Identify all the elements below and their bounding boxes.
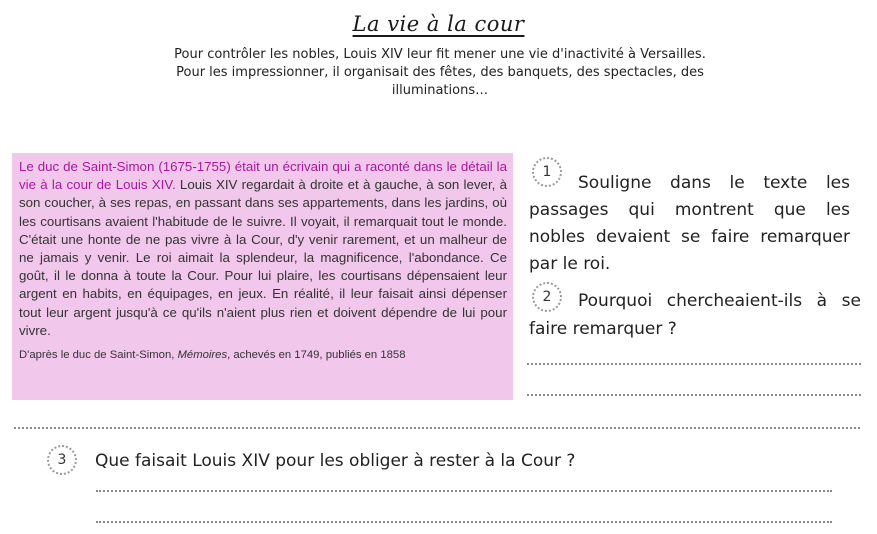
- source-suffix: , achevés en 1749, publiés en 1858: [227, 349, 406, 362]
- question-3-number-badge: 3: [47, 445, 77, 475]
- source-prefix: D'après le duc de Saint-Simon,: [19, 349, 178, 362]
- question-1-number-badge: 1: [532, 157, 562, 187]
- answer-line-q3-1[interactable]: [96, 490, 832, 492]
- question-2-number-badge: 2: [532, 282, 562, 312]
- document-source: [19, 346, 507, 364]
- question-2-line-1: Pourquoi chercheaient-ils à se: [578, 291, 861, 311]
- question-1-line-1: Souligne dans le texte les: [578, 173, 850, 193]
- intro-line-2: Pour les impressionner, il organisait des fêtes, des banquets, des spectacles, des: [176, 65, 704, 80]
- intro-text: [110, 46, 770, 100]
- document-body: Louis XIV regardait à droite et à gauche, à son lever, à son coucher, à ses repas, en passant dans ses appartements, dans les jardins, où les courtisans avaient l'habitude de le suivre. Il voyait, il remarquait tout le monde. C'était une honte de ne pas vivre à la Cour, d'y venir rarement, et un malheur de ne jamais y venir. Le roi aimait la splendeur, la magnificence, l'abondance. Ce goût, il le donna à toute la Cour. Pour lui plaire, les courtisans dépensaient leur argent en habits, en équipages, en jeux. En réalité, il leur faisait ainsi dépenser tout leur argent jusqu'à ce qu'ils n'aient plus rien et doivent dépendre de lui pour vivre.: [19, 177, 507, 338]
- question-2-line-2: faire remarquer ?: [529, 319, 677, 339]
- answer-line-q3-2[interactable]: [96, 521, 832, 523]
- document-paragraph: [19, 158, 507, 340]
- question-1-text: passages qui montrent que les nobles devaient se faire remarquer par le roi.: [529, 200, 850, 274]
- intro-line-1: Pour contrôler les nobles, Louis XIV leur fit mener une vie d'inactivité à Versailles.: [174, 47, 706, 62]
- document-intro-highlight: Le duc de Saint-Simon (1675-1755) était un écrivain qui a raconté dans le détail la vie à la cour de Louis XIV.: [19, 159, 507, 193]
- answer-line-q2-2[interactable]: [527, 394, 861, 396]
- answer-line-q2-1[interactable]: [527, 363, 861, 365]
- answer-line-q2-3[interactable]: [14, 427, 860, 429]
- question-3-text: Que faisait Louis XIV pour les obliger à rester à la Cour ?: [95, 451, 576, 471]
- page-title: La vie à la cour: [352, 12, 525, 36]
- historical-document-box: [12, 153, 513, 400]
- intro-line-3: illuminations…: [391, 83, 489, 98]
- source-title: Mémoires: [177, 349, 228, 362]
